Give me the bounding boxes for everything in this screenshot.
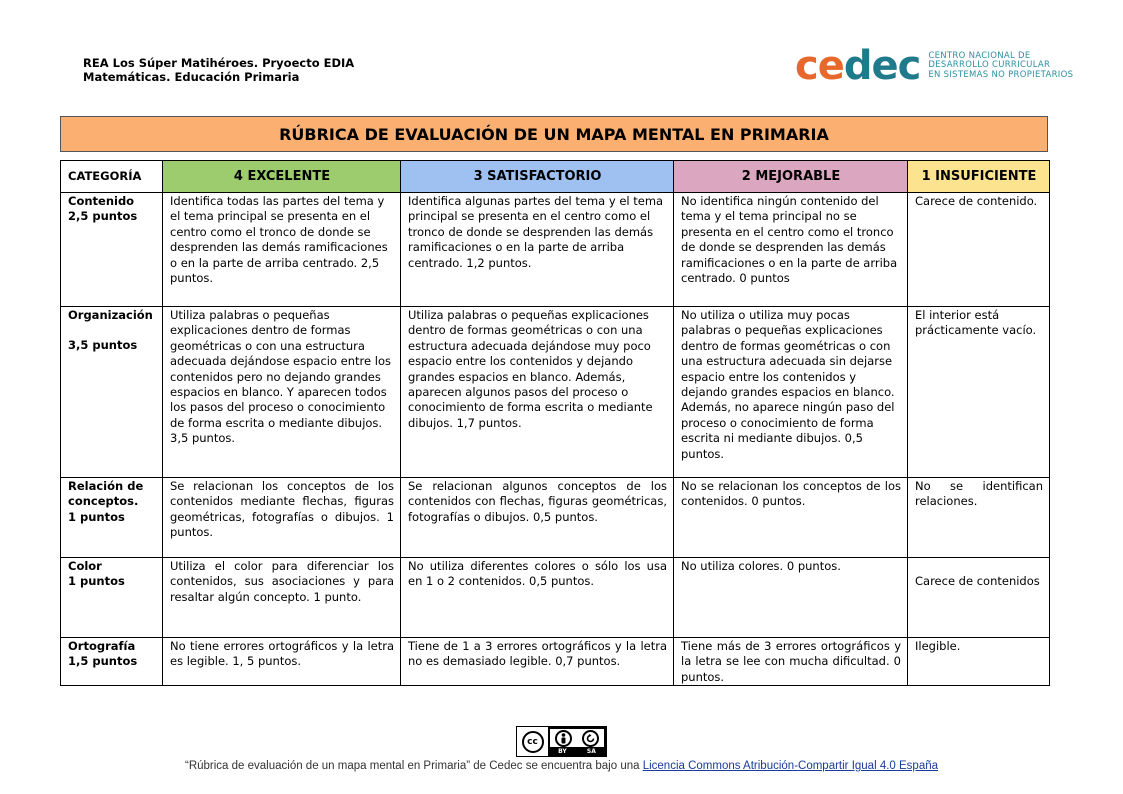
cell-satisfactorio: Tiene de 1 a 3 errores ortográficos y la letra no es demasiado legible. 0,7 puntos. bbox=[401, 638, 674, 686]
row-category: Ortografía 1,5 puntos bbox=[61, 638, 163, 686]
by-label: BY bbox=[558, 748, 567, 755]
cell-satisfactorio: Se relacionan algunos conceptos de los contenidos con flechas, figuras geométricas, fotografías o dibujos. 0,5 puntos. bbox=[401, 478, 674, 558]
cell-mejorable: No utiliza o utiliza muy pocas palabras o pequeñas explicaciones dentro de formas geométricas o con una estructura adecuada sin dejarse espacio entre los contenidos y dejando grandes espacios en blanco. Además, no aparece ningún paso del proceso o conocimiento de forma escrita ni mediante dibujos. 0,5 puntos. bbox=[674, 307, 908, 478]
rubric-table bbox=[60, 160, 1050, 686]
table-row bbox=[61, 478, 1050, 558]
cell-insuficiente: El interior está prácticamente vacío. bbox=[908, 307, 1050, 478]
cedec-logo-subtitle: CENTRO NACIONAL DE DESARROLLO CURRICULAR EN SISTEMAS NO PROPIETARIOS bbox=[928, 50, 1074, 80]
header-project: REA Los Súper Matihéroes. Pryoecto EDIA bbox=[83, 56, 355, 70]
cell-satisfactorio: Utiliza palabras o pequeñas explicaciones dentro de formas geométricas o con una estructura adecuada dejándose muy poco espacio entre los contenidos y dejando grandes espacios en blanco. Además, aparecen algunos pasos del proceso o conocimiento de forma escrita o mediante dibujos. 1,7 puntos. bbox=[401, 307, 674, 478]
cc-icon: cc bbox=[522, 731, 544, 753]
share-alike-icon bbox=[582, 730, 599, 747]
cell-insuficiente: Carece de contenidos bbox=[908, 558, 1050, 638]
license-footer bbox=[0, 760, 1123, 772]
header-excelente: 4 EXCELENTE bbox=[163, 161, 401, 193]
row-category: Relación de conceptos. 1 puntos bbox=[61, 478, 163, 558]
header-category: CATEGORÍA bbox=[61, 161, 163, 193]
table-row bbox=[61, 307, 1050, 478]
cell-excelente: Identifica todas las partes del tema y el tema principal se presenta en el centro como el tronco de donde se desprenden las demás ramificaciones o en la parte de arriba centrado. 2,5 puntos. bbox=[163, 193, 401, 307]
table-row bbox=[61, 558, 1050, 638]
cedec-logo-word: cedec bbox=[795, 43, 921, 89]
table-header-row bbox=[61, 161, 1050, 193]
row-category: Organización 3,5 puntos bbox=[61, 307, 163, 478]
cell-excelente: Se relacionan los conceptos de los contenidos mediante flechas, figuras geométricas, fotografías o dibujos. 1 puntos. bbox=[163, 478, 401, 558]
cedec-logo bbox=[795, 43, 1074, 89]
cell-insuficiente: Carece de contenido. bbox=[908, 193, 1050, 307]
row-category: Contenido 2,5 puntos bbox=[61, 193, 163, 307]
header-subject: Matemáticas. Educación Primaria bbox=[83, 70, 300, 84]
cc-license-badge[interactable] bbox=[516, 726, 607, 757]
cell-satisfactorio: Identifica algunas partes del tema y el tema principal se presenta en el centro como el tronco de donde se desprenden las demás ramificaciones o en la parte de arriba centrado. 1,2 puntos. bbox=[401, 193, 674, 307]
cell-mejorable: No identifica ningún contenido del tema y el tema principal no se presenta en el centro como el tronco de donde se desprenden las demás ramificaciones o en la parte de arriba centrado. 0 puntos bbox=[674, 193, 908, 307]
cell-mejorable: No se relacionan los conceptos de los contenidos. 0 puntos. bbox=[674, 478, 908, 558]
header-satisfactorio: 3 SATISFACTORIO bbox=[401, 161, 674, 193]
cell-excelente: Utiliza palabras o pequeñas explicaciones dentro de formas geométricas o con una estructura adecuada dejándose espacio entre los contenidos pero no dejando grandes espacios en blanco. Y aparecen todos los pasos del proceso o conocimiento de forma escrita o mediante dibujos. 3,5 puntos. bbox=[163, 307, 401, 478]
document-header bbox=[83, 56, 354, 84]
cell-insuficiente: No se identifican relaciones. bbox=[908, 478, 1050, 558]
header-insuficiente: 1 INSUFICIENTE bbox=[908, 161, 1050, 193]
table-row bbox=[61, 638, 1050, 686]
row-category: Color 1 puntos bbox=[61, 558, 163, 638]
cell-excelente: Utiliza el color para diferenciar los contenidos, sus asociaciones y para resaltar algún concepto. 1 punto. bbox=[163, 558, 401, 638]
cell-mejorable: Tiene más de 3 errores ortográficos y la letra se lee con mucha dificultad. 0 puntos. bbox=[674, 638, 908, 686]
table-row bbox=[61, 193, 1050, 307]
license-link[interactable]: Licencia Commons Atribución-Compartir Igual 4.0 España bbox=[642, 760, 939, 772]
attribution-icon bbox=[555, 730, 572, 747]
cell-insuficiente: Ilegible. bbox=[908, 638, 1050, 686]
footer-text: “Rúbrica de evaluación de un mapa mental en Primaria” de Cedec se encuentra bajo una bbox=[184, 760, 643, 772]
sa-label: SA bbox=[586, 748, 596, 755]
rubric-title: RÚBRICA DE EVALUACIÓN DE UN MAPA MENTAL EN PRIMARIA bbox=[60, 116, 1048, 152]
cell-mejorable: No utiliza colores. 0 puntos. bbox=[674, 558, 908, 638]
header-mejorable: 2 MEJORABLE bbox=[674, 161, 908, 193]
cell-excelente: No tiene errores ortográficos y la letra es legible. 1, 5 puntos. bbox=[163, 638, 401, 686]
cell-satisfactorio: No utiliza diferentes colores o sólo los usa en 1 o 2 contenidos. 0,5 puntos. bbox=[401, 558, 674, 638]
